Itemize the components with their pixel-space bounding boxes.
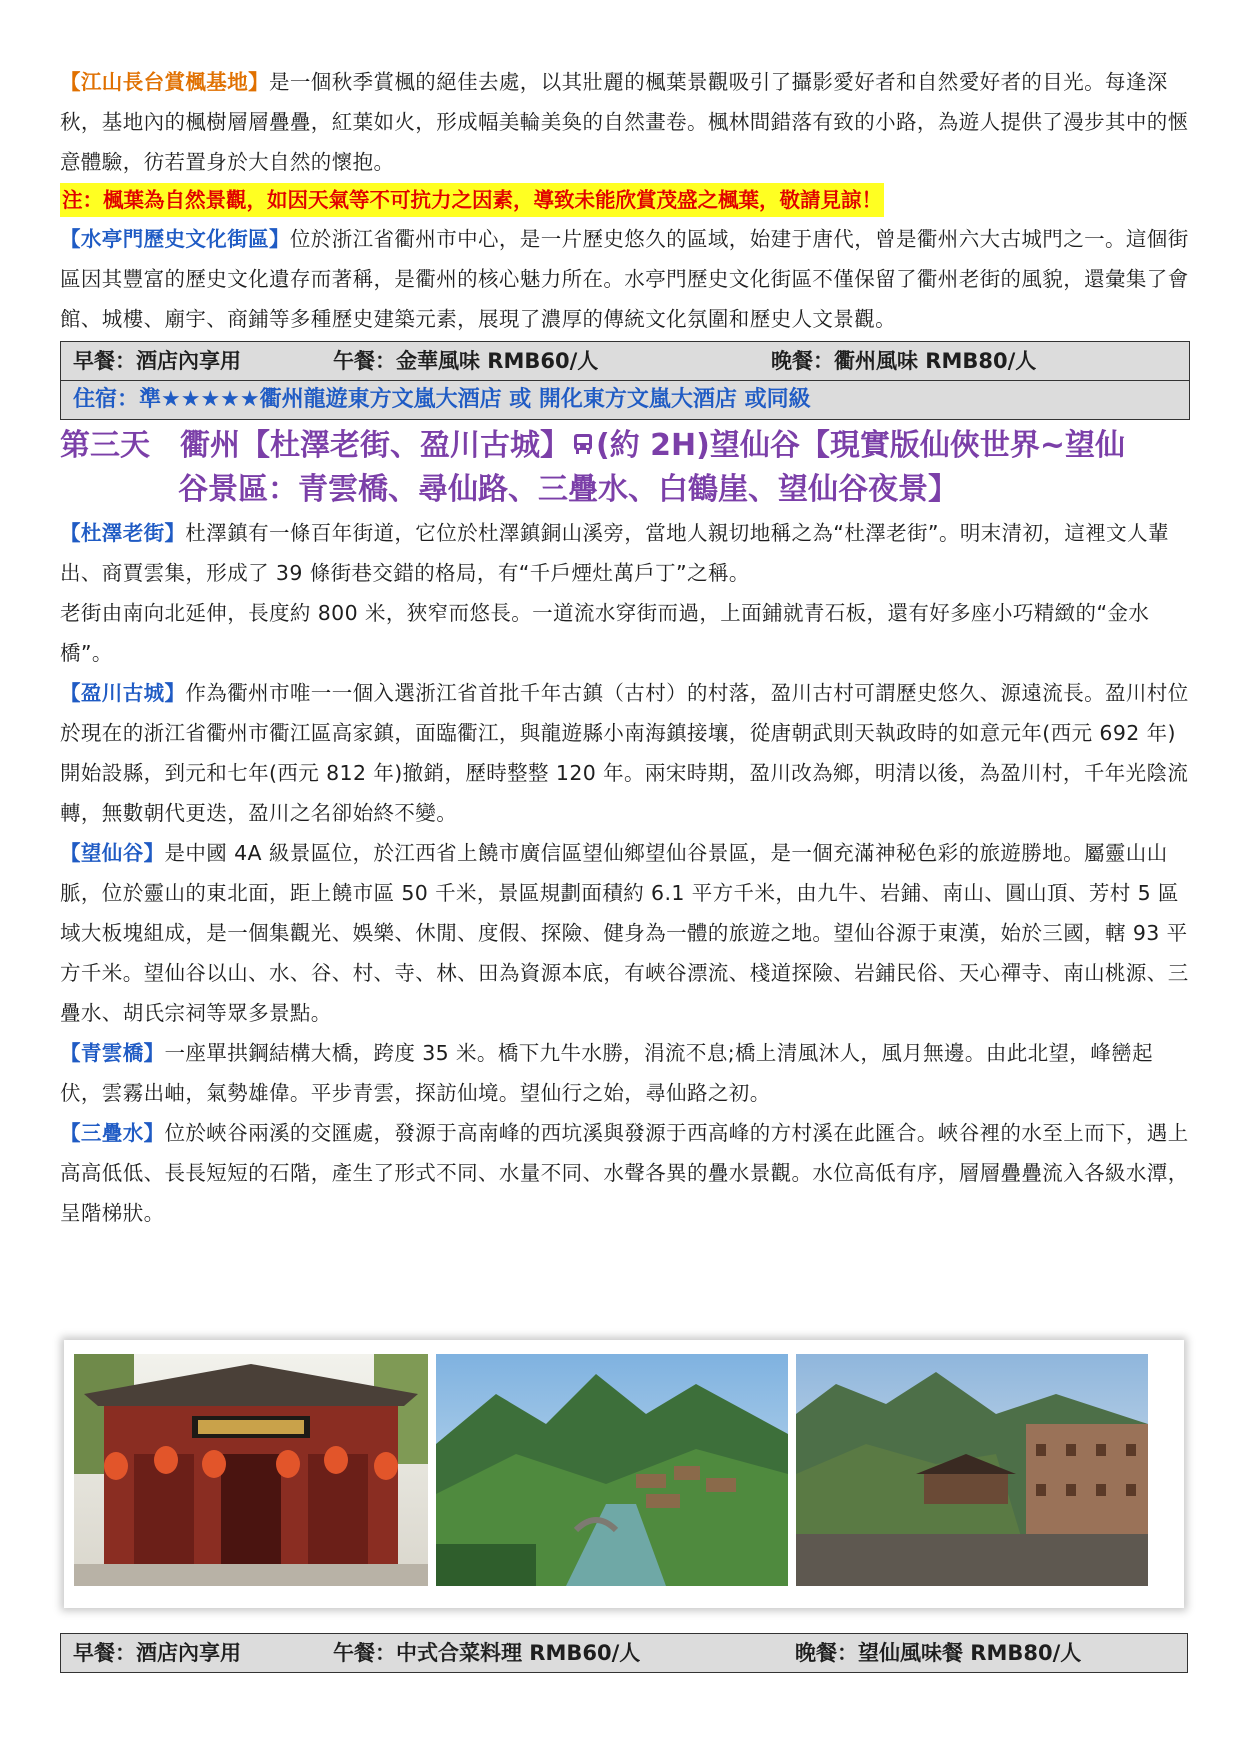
duze-paragraph-2 [60,593,1190,673]
temple-gate-photo [74,1354,428,1586]
bus-icon [572,425,594,468]
day3-dinner: 晚餐：望仙風味餐 RMB80/人 [795,1641,1082,1665]
day3-meal-row [61,1634,1187,1672]
day3-title [60,424,1190,511]
qingyun-bridge-tag: 【青雲橋】 [60,1041,165,1065]
yingchuan-tag: 【盈川古城】 [60,681,186,705]
wangxiangu-tag: 【望仙谷】 [60,841,165,865]
wangxiangu-text: 是中國 4A 級景區位，於江西省上饒市廣信區望仙鄉望仙谷景區，是一個充滿神秘色彩的旅遊勝地。屬靈山山脈，位於靈山的東北面，距上饒市區 50 千米，景區規劃面積約 6.1 平方千米，由九牛、岩鋪、南山、圓山頂、芳村 5 區域大板塊組成，是一個集觀光、娛樂、休閒、度假、探險、健身為一體的旅遊之地。望仙谷源于東漢，始於三國，轄 93 平方千米。望仙谷以山、水、谷、村、寺、林、田為資源本底，有峽谷漂流、棧道探險、岩鋪民俗、天心禪寺、南山桃源、三疊水、胡氏宗祠等眾多景點。 [60,841,1189,1025]
ancient-fortress-photo [796,1354,1148,1586]
maple-base-text: 是一個秋季賞楓的絕佳去處，以其壯麗的楓葉景觀吸引了攝影愛好者和自然愛好者的目光。每逢深秋，基地內的楓樹層層疊疊，紅葉如火，形成幅美輪美奐的自然畫卷。楓林間錯落有致的小路，為遊人提供了漫步其中的愜意體驗，彷若置身於大自然的懷抱。 [60,70,1189,174]
day2-breakfast: 早餐：酒店內享用 [73,349,241,373]
wangxiangu-paragraph [60,833,1190,1033]
day3-meal-box [60,1633,1188,1673]
itinerary-page [60,62,1190,1233]
day2-meal-hotel-box [60,341,1190,420]
sandieshui-paragraph [60,1113,1190,1233]
day3-breakfast: 早餐：酒店內享用 [73,1641,241,1665]
maple-note: 注：楓葉為自然景觀，如因天氣等不可抗力之因素，導致未能欣賞茂盛之楓葉，敬請見諒！ [60,183,884,217]
maple-base-paragraph [60,62,1190,182]
day2-meal-row [61,342,1189,380]
shuiting-text: 位於浙江省衢州市中心，是一片歷史悠久的區域，始建于唐代，曾是衢州六大古城門之一。這個街區因其豐富的歷史文化遺存而著稱，是衢州的核心魅力所在。水亭門歷史文化街區不僅保留了衢州老街的風貌，還彙集了會館、城樓、廟宇、商鋪等多種歷史建築元素，展現了濃厚的傳統文化氛圍和歷史人文景觀。 [60,227,1189,331]
shuiting-tag: 【水亭門歷史文化街區】 [60,227,290,251]
sandieshui-tag: 【三疊水】 [60,1121,165,1145]
qingyun-bridge-paragraph [60,1033,1190,1113]
day2-dinner: 晚餐：衢州風味 RMB80/人 [771,349,1037,373]
shuiting-paragraph [60,219,1190,339]
day3-title-part2: (約 2H)望仙谷【現實版仙俠世界~望仙 [596,428,1125,463]
duze-text-2: 老街由南向北延伸，長度約 800 米，狹窄而悠長。一道流水穿街而過，上面鋪就青石板，還有好多座小巧精緻的“金水橋”。 [60,601,1150,665]
qingyun-bridge-text: 一座單拱鋼結構大橋，跨度 35 米。橋下九牛水勝，涓流不息;橋上清風沐人，風月無邊。由此北望，峰巒起伏，雲霧出岫，氣勢雄偉。平步青雲，探訪仙境。望仙行之始，尋仙路之初。 [60,1041,1154,1105]
day3-title-part1: 第三天 衢州【杜澤老街、盈川古城】 [60,428,570,463]
sandieshui-text: 位於峽谷兩溪的交匯處，發源于高南峰的西坑溪與發源于西高峰的方村溪在此匯合。峽谷裡的水至上而下，遇上高高低低、長長短短的石階，產生了形式不同、水量不同、水聲各異的疊水景觀。水位高低有序，層層疊疊流入各級水潭，呈階梯狀。 [60,1121,1189,1225]
duze-text: 杜澤鎮有一條百年街道，它位於杜澤鎮銅山溪旁，當地人親切地稱之為“杜澤老街”。明末清初，這裡文人輩出、商賈雲集，形成了 39 條街巷交錯的格局，有“千戶煙灶萬戶丁”之稱。 [60,521,1169,585]
day3-title-line2: 谷景區：青雲橋、尋仙路、三疊水、白鶴崖、望仙谷夜景】 [178,472,958,507]
day2-lunch: 午餐：金華風味 RMB60/人 [333,349,599,373]
day2-hotel-row: 住宿：準★★★★★衢州龍遊東方文嵐大酒店 或 開化東方文嵐大酒店 或同級 [61,380,1189,419]
duze-paragraph [60,513,1190,593]
yingchuan-paragraph [60,673,1190,833]
yingchuan-text: 作為衢州市唯一一個入選浙江省首批千年古鎮（古村）的村落，盈川古村可謂歷史悠久、源遠流長。盈川村位於現在的浙江省衢州市衢江區高家鎮，面臨衢江，與龍遊縣小南海鎮接壤，從唐朝武則天執政時的如意元年(西元 692 年)開始設縣，到元和七年(西元 812 年)撤銷，歷時整整 120 年。兩宋時期，盈川改為鄉，明清以後，為盈川村，千年光陰流轉，無數朝代更迭，盈川之名卻始終不變。 [60,681,1189,825]
photo-strip [64,1340,1184,1608]
duze-tag: 【杜澤老街】 [60,521,186,545]
day3-lunch: 午餐：中式合菜料理 RMB60/人 [333,1641,641,1665]
mountain-village-photo [436,1354,788,1586]
maple-base-tag: 【江山長台賞楓基地】 [60,70,269,94]
